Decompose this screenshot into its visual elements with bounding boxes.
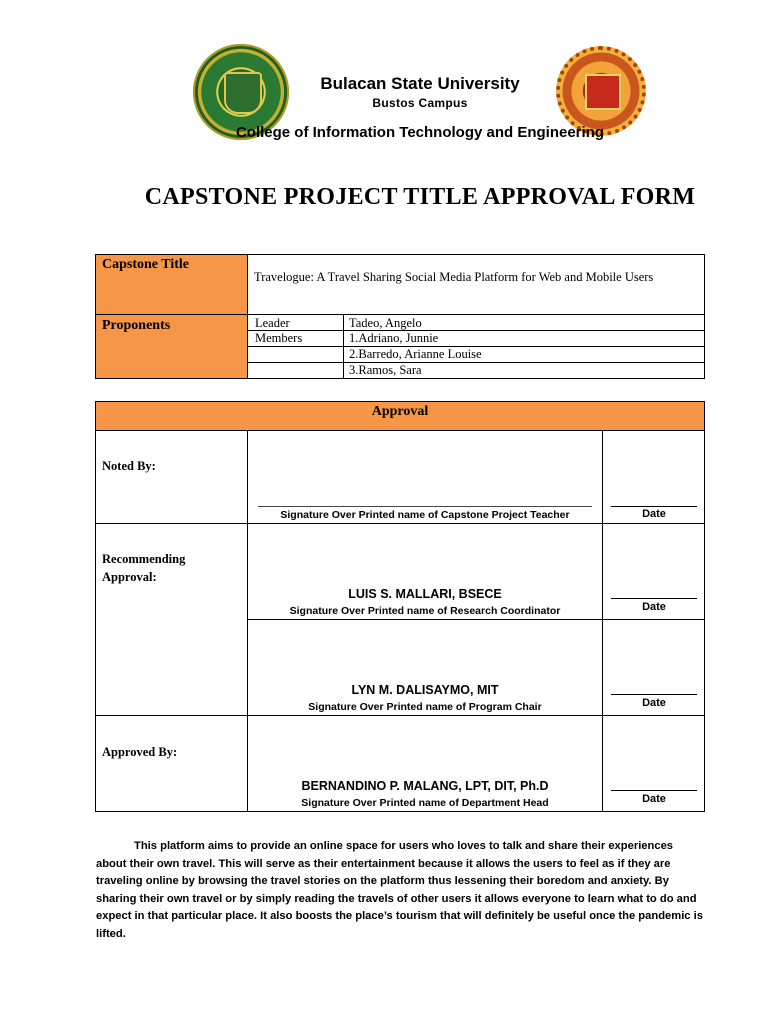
noted-by-label: Noted By: xyxy=(102,459,156,473)
project-description xyxy=(96,838,706,943)
capstone-title-value: Travelogue: A Travel Sharing Social Media Platform for Web and Mobile Users xyxy=(254,270,654,284)
capstone-title-label: Capstone Title xyxy=(102,257,189,272)
date-label-2: Date xyxy=(642,601,666,613)
date-label-3: Date xyxy=(642,697,666,709)
research-coordinator-name: LUIS S. MALLARI, BSECE xyxy=(348,587,502,601)
member-2: 2.Barredo, Arianne Louise xyxy=(349,347,482,361)
teacher-signature-line xyxy=(258,506,592,507)
campus-name: Bustos Campus xyxy=(372,96,468,110)
program-chair-caption: Signature Over Printed name of Program Chair xyxy=(308,701,542,713)
university-name: Bulacan State University xyxy=(320,74,520,93)
member-1: 1.Adriano, Junnie xyxy=(349,331,439,345)
research-coordinator-caption: Signature Over Printed name of Research Coordinator xyxy=(289,605,561,617)
leader-label: Leader xyxy=(255,316,290,330)
college-name: College of Information Technology and Engineering xyxy=(235,124,605,141)
department-head-name: BERNANDINO P. MALANG, LPT, DIT, Ph.D xyxy=(301,779,549,793)
department-head-caption: Signature Over Printed name of Department Head xyxy=(301,797,549,809)
form-title: CAPSTONE PROJECT TITLE APPROVAL FORM xyxy=(144,184,696,210)
members-label: Members xyxy=(255,331,303,345)
proponents-label: Proponents xyxy=(102,318,171,333)
date-label-4: Date xyxy=(642,793,666,805)
approval-heading: Approval xyxy=(371,404,429,419)
date-label-1: Date xyxy=(642,508,666,520)
recommending-approval-label: Recommending Approval: xyxy=(102,552,186,584)
program-chair-name: LYN M. DALISAYMO, MIT xyxy=(351,683,499,697)
teacher-signature-caption: Signature Over Printed name of Capstone Project Teacher xyxy=(280,509,570,521)
leader-name: Tadeo, Angelo xyxy=(349,316,422,330)
project-description-text: This platform aims to provide an online space for users who loves to talk and share their experiences about their own travel. This will serve as their entertainment because it allows the users to feel as if they are traveling online by browsing the travel stories on the platform thus lessening their boredom and anxiety. By sharing their own travel or by simply reading the travels of other users it allows everyone to learn what to do and expect in that particular place. It also boosts the place’s tourism that will definitely be useful once the pandemic is lifted. xyxy=(96,840,703,940)
approved-by-label: Approved By: xyxy=(102,745,178,759)
member-3: 3.Ramos, Sara xyxy=(349,363,422,377)
